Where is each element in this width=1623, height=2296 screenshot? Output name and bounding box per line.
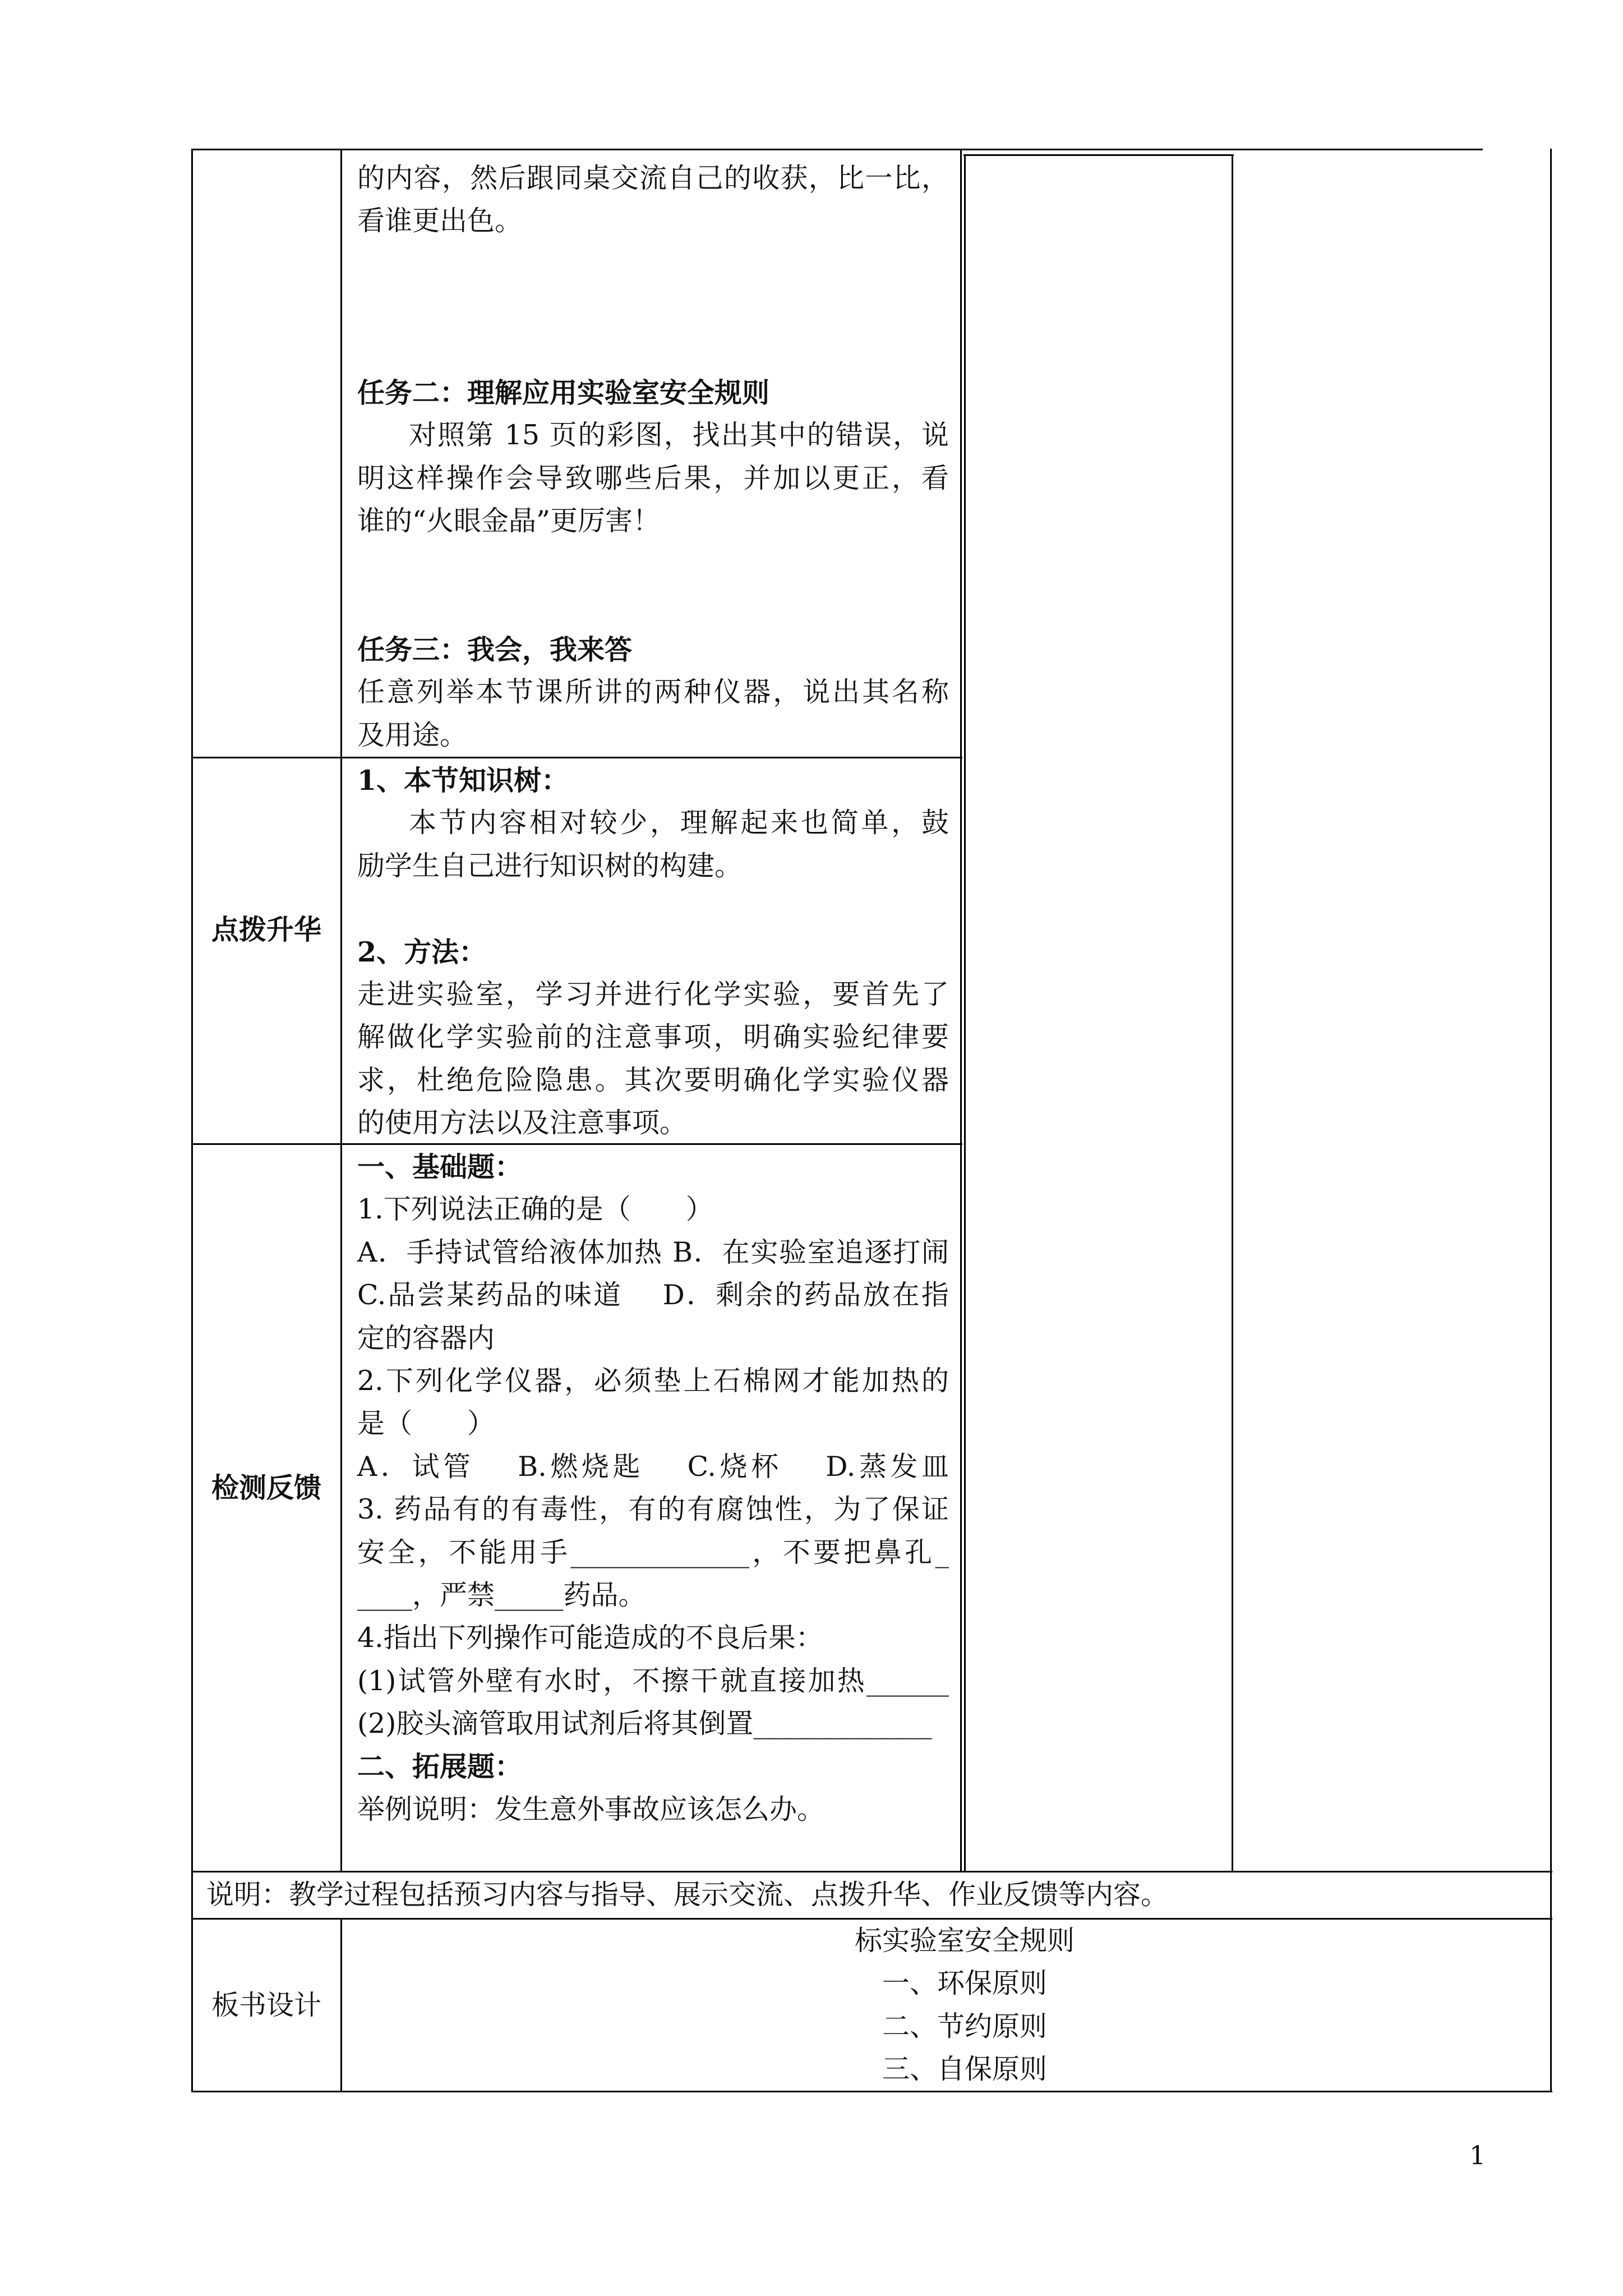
method-title: 2、方法： <box>357 935 487 968</box>
column1-divider <box>340 149 342 1872</box>
spacer <box>357 887 949 930</box>
method-line-1: 走进实验室，学习并进行化学实验，要首先了 <box>357 978 949 1010</box>
column3-box-right <box>1232 154 1233 1872</box>
page-number: 1 <box>1469 2140 1486 2170</box>
row-divider-main-bottom <box>192 1871 1552 1872</box>
basic-line-8: 3. 药品有的有毒性，有的有腐蚀性，为了保证 <box>357 1493 949 1526</box>
basic-line-9: 安全，不能用手_____________，不要把鼻孔_ <box>357 1536 949 1568</box>
knowledge-tree-line-1: 本节内容相对较少，理解起来也简单，鼓 <box>409 807 949 839</box>
method-line-4: 的使用方法以及注意事项。 <box>357 1107 688 1139</box>
task2-title: 任务二：理解应用实验室安全规则 <box>357 376 770 409</box>
knowledge-tree-title: 1、本节知识树： <box>357 764 569 797</box>
check-label: 检测反馈 <box>211 1471 321 1504</box>
task2-block <box>357 371 949 543</box>
basic-line-10: ____，严禁_____药品。 <box>357 1579 646 1611</box>
column3-box-top <box>963 154 1234 156</box>
column2-divider <box>960 149 962 1872</box>
tasks-intro <box>357 157 949 243</box>
intro-line-1: 的内容，然后跟同桌交流自己的收获，比一比， <box>357 162 949 194</box>
check-block <box>357 1145 949 1831</box>
table-right-border <box>1550 149 1552 2092</box>
board-item-1: 一、环保原则 <box>882 1967 1047 2000</box>
method-line-3: 求，杜绝危险隐患。其次要明确化学实验仪器 <box>357 1064 949 1096</box>
task3-line-2: 及用途。 <box>357 719 468 751</box>
task2-line-3: 谁的“火眼金晶”更厉害！ <box>357 505 661 537</box>
basic-line-13: (2)胶头滴管取用试剂后将其倒置_____________ <box>357 1708 932 1740</box>
board-label: 板书设计 <box>211 1989 321 2021</box>
basic-line-3: C.品尝某药品的味道 D．剩余的药品放在指 <box>357 1279 949 1312</box>
intro-line-2: 看谁更出色。 <box>357 205 523 237</box>
basic-line-4: 定的容器内 <box>357 1322 495 1354</box>
summary-label: 点拨升华 <box>211 913 321 946</box>
basic-line-5: 2.下列化学仪器，必须垫上石棉网才能加热的 <box>357 1364 949 1397</box>
basic-line-2: A．手持试管给液体加热 B．在实验室追逐打闹 <box>357 1236 949 1268</box>
task3-block <box>357 628 949 757</box>
extended-line-1: 举例说明：发生意外事故应该怎么办。 <box>357 1793 825 1825</box>
board-title: 标实验室安全规则 <box>854 1925 1075 1957</box>
task3-title: 任务三：我会，我来答 <box>357 633 633 666</box>
column3-box-left <box>964 154 966 1872</box>
table-left-border <box>191 149 193 2092</box>
board-item-2: 二、节约原则 <box>882 2010 1047 2042</box>
basic-line-11: 4.指出下列操作可能造成的不良后果： <box>357 1622 823 1654</box>
knowledge-tree-line-2: 励学生自己进行知识树的构建。 <box>357 849 743 882</box>
note-text: 说明：教学过程包括预习内容与指导、展示交流、点拨升华、作业反馈等内容。 <box>206 1879 1169 1911</box>
basic-line-7: A．试管 B.燃烧匙 C.烧杯 D.蒸发皿 <box>357 1450 949 1483</box>
board-content <box>673 1920 1256 2091</box>
task2-line-2: 明这样操作会导致哪些后果，并加以更正，看 <box>357 462 949 494</box>
method-line-2: 解做化学实验前的注意事项，明确实验纪律要 <box>357 1021 949 1053</box>
header-rule <box>192 149 1483 150</box>
basic-line-12: (1)试管外壁有水时，不擦干就直接加热______ <box>357 1664 949 1697</box>
board-item-3: 三、自保原则 <box>882 2053 1047 2086</box>
extended-title: 二、拓展题： <box>357 1750 523 1783</box>
basic-line-1: 1.下列说法正确的是（ ） <box>357 1193 713 1226</box>
row-divider-summary <box>192 757 962 758</box>
basic-line-6: 是（ ） <box>357 1407 495 1440</box>
task3-line-1: 任意列举本节课所讲的两种仪器，说出其名称 <box>357 676 949 708</box>
summary-block <box>357 759 949 1145</box>
basic-title: 一、基础题： <box>357 1151 523 1183</box>
task2-line-1: 对照第 15 页的彩图，找出其中的错误，说 <box>409 419 949 452</box>
